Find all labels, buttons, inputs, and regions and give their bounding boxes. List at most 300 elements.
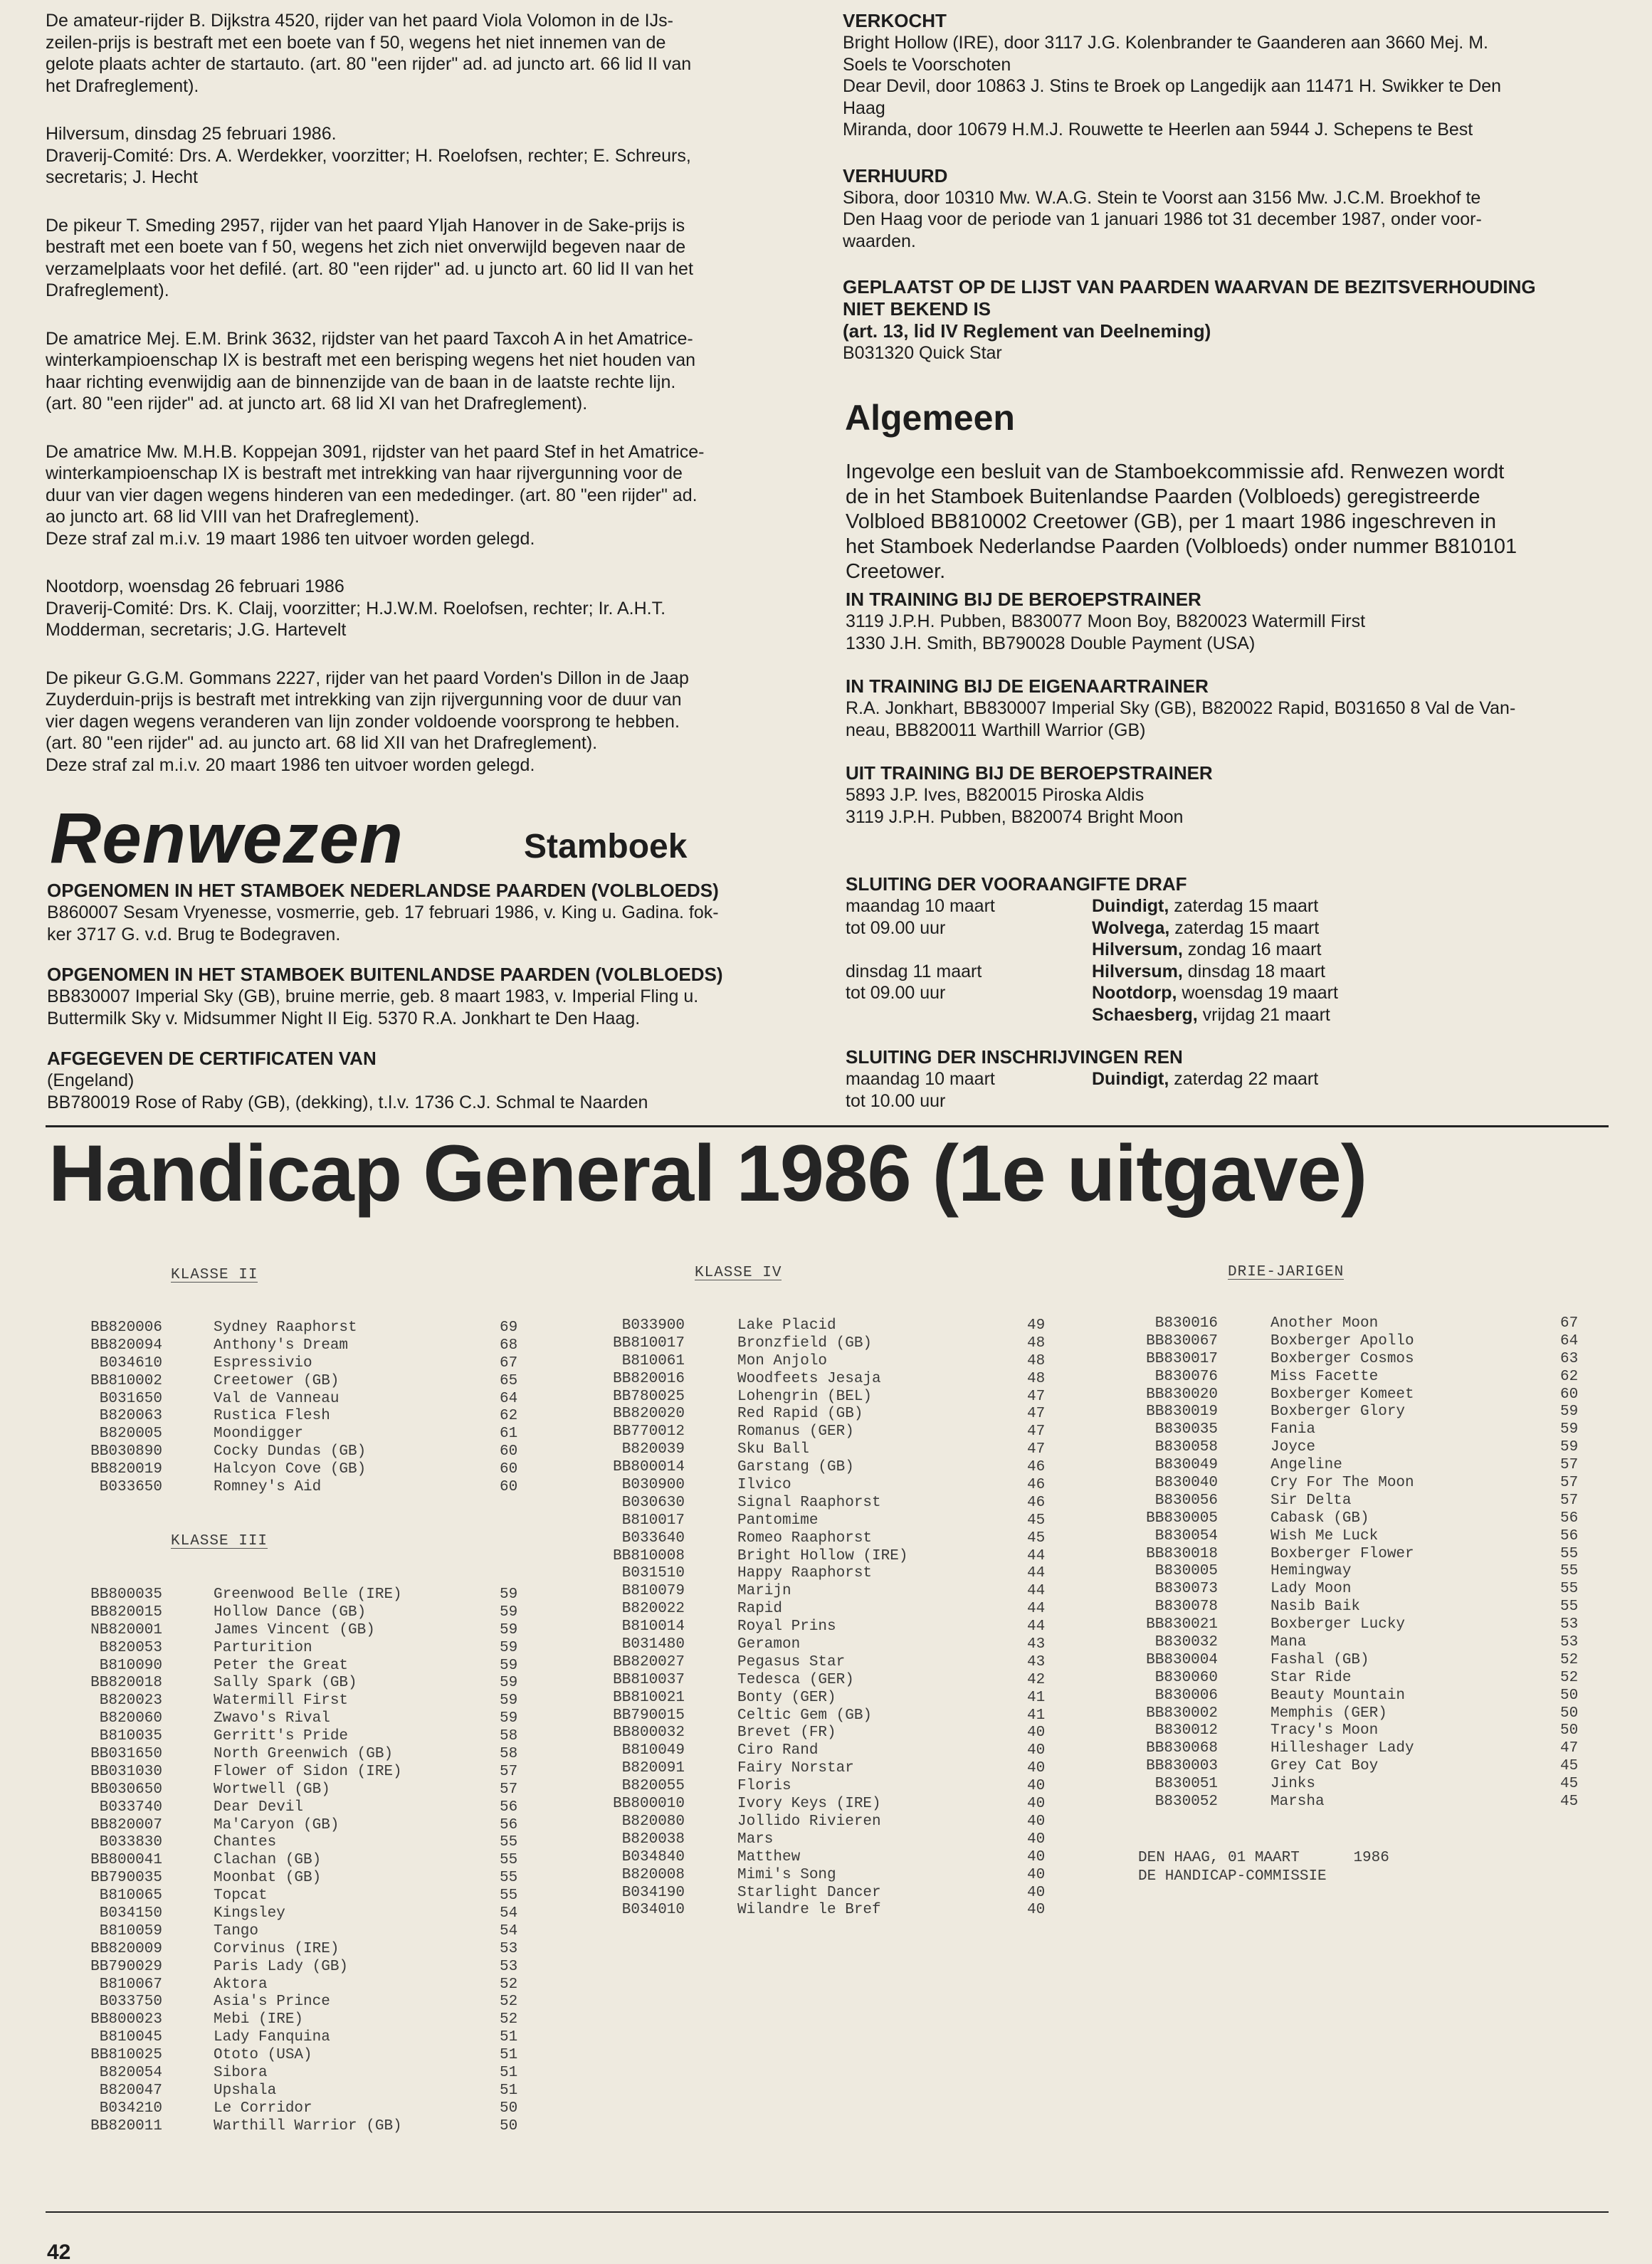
horse-name: Topcat — [214, 1887, 268, 1905]
handicap-weight: 63 — [1560, 1350, 1579, 1367]
horse-name: Sally Spark (GB) — [214, 1675, 357, 1692]
horse-code: BB830018 — [1146, 1545, 1218, 1562]
horse-name: Chantes — [214, 1834, 277, 1851]
text-line: gelote plaats achter de startauto. (art. 80 "een rijder" ad. ad juncto art. 66 lid II van — [46, 54, 692, 74]
horse-name: Boxberger Komeet — [1270, 1386, 1414, 1403]
horse-code: B830060 — [1154, 1669, 1218, 1686]
text-line: vier dagen wegens veranderen van lijn zonder voldoende voorsprong te hebben. — [46, 711, 680, 732]
horse-name: Bronzfield (GB) — [737, 1334, 873, 1352]
handicap-weight: 53 — [1560, 1616, 1579, 1633]
handicap-weight: 54 — [500, 1922, 518, 1939]
horse-name: Boxberger Glory — [1270, 1404, 1406, 1421]
horse-name: Peter the Great — [214, 1657, 349, 1674]
handicap-weight: 40 — [1027, 1760, 1046, 1777]
horse-name: Asia's Prince — [214, 1994, 330, 2011]
horse-name: Watermill First — [214, 1692, 349, 1710]
handicap-weight: 50 — [1560, 1722, 1579, 1739]
horse-code: NB820001 — [90, 1621, 162, 1638]
section-heading: NIET BEKEND IS — [843, 298, 991, 320]
handicap-title: Handicap General 1986 (1e uitgave) — [48, 1129, 1367, 1218]
handicap-weight: 60 — [500, 1443, 518, 1460]
horse-name: Hilleshager Lady — [1270, 1740, 1414, 1757]
klasse-iv-label: KLASSE IV — [695, 1265, 782, 1281]
closing-date — [846, 1004, 1092, 1026]
horse-code: BB031650 — [90, 1746, 162, 1763]
horse-name: Jinks — [1270, 1776, 1316, 1793]
horse-name: Pegasus Star — [737, 1653, 846, 1670]
horse-name: Angeline — [1270, 1457, 1342, 1474]
text-block — [846, 697, 1607, 741]
handicap-weight: 55 — [1560, 1545, 1579, 1562]
horse-name: Lady Fanquina — [214, 2029, 330, 2046]
handicap-weight: 51 — [500, 2065, 518, 2082]
text-line: De pikeur G.G.M. Gommans 2227, rijder van het paard Vorden's Dillon in de Jaap — [46, 668, 689, 688]
horse-name: Gerritt's Pride — [214, 1728, 349, 1745]
footer-line-commission: DE HANDICAP-COMMISSIE — [1138, 1868, 1327, 1885]
handicap-weight: 55 — [1560, 1563, 1579, 1580]
horse-name: Mimi's Song — [737, 1866, 836, 1883]
text-line: Deze straf zal m.i.v. 19 maart 1986 ten uitvoer worden gelegd. — [46, 528, 535, 549]
text-line: De pikeur T. Smeding 2957, rijder van het paard Yljah Hanover in de Sake-prijs is — [46, 215, 685, 236]
section-heading: UIT TRAINING BIJ DE BEROEPSTRAINER — [846, 762, 1213, 784]
section-heading: (art. 13, lid IV Reglement van Deelneming) — [843, 320, 1211, 342]
horse-name: Ciro Rand — [737, 1742, 819, 1759]
text-line: de in het Stamboek Buitenlandse Paarden (Volbloeds) geregistreerde — [846, 485, 1480, 508]
horse-name: Memphis (GER) — [1270, 1705, 1387, 1722]
horse-code: B033900 — [621, 1317, 685, 1334]
handicap-weight: 53 — [500, 1940, 518, 1957]
horse-name: Ma'Caryon (GB) — [214, 1816, 340, 1833]
handicap-weight: 59 — [500, 1675, 518, 1692]
horse-name: Greenwood Belle (IRE) — [214, 1586, 402, 1603]
handicap-weight: 46 — [1027, 1494, 1046, 1511]
handicap-weight: 45 — [1560, 1794, 1579, 1811]
horse-code: BB830002 — [1146, 1705, 1218, 1722]
horse-code: BB830068 — [1146, 1740, 1218, 1757]
horse-name: Rapid — [737, 1601, 783, 1618]
horse-code: BB820011 — [90, 2117, 162, 2134]
horse-code: BB800023 — [90, 2011, 162, 2028]
text-line: 3119 J.P.H. Pubben, B820074 Bright Moon — [846, 806, 1184, 827]
stamboek-sections — [47, 880, 816, 1132]
horse-name: Ototo (USA) — [214, 2047, 312, 2064]
horse-name: Geramon — [737, 1636, 801, 1653]
handicap-weight: 62 — [1560, 1368, 1579, 1385]
handicap-weight: 57 — [1560, 1457, 1579, 1474]
horse-code: B820047 — [99, 2082, 162, 2099]
horse-code: BB830005 — [1146, 1510, 1218, 1527]
horse-code: BB830003 — [1146, 1758, 1218, 1775]
horse-code: BB790035 — [90, 1870, 162, 1887]
text-line: Drafreglement). — [46, 280, 169, 300]
horse-name: Mana — [1270, 1634, 1307, 1651]
horse-name: Zwavo's Rival — [214, 1710, 330, 1727]
horse-code: B820053 — [99, 1639, 162, 1656]
horse-name: Boxberger Cosmos — [1270, 1350, 1414, 1367]
horse-name: Parturition — [214, 1639, 312, 1656]
text-line: B031320 Quick Star — [843, 343, 1002, 363]
text-line: bestraft met een boete van f 50, wegens het zich niet onverwijld begeven naar de — [46, 237, 686, 257]
horse-name: Sir Delta — [1270, 1492, 1352, 1509]
handicap-weight: 47 — [1027, 1388, 1046, 1405]
text-line: winterkampioenschap IX is bestraft met intrekking van haar rijvergunning voor de — [46, 463, 683, 483]
handicap-weight: 43 — [1027, 1636, 1046, 1653]
klasse-iii-label: KLASSE III — [171, 1533, 268, 1549]
handicap-weight: 48 — [1027, 1370, 1046, 1387]
horse-name: Beauty Mountain — [1270, 1687, 1406, 1704]
horse-code: BB810037 — [613, 1671, 685, 1688]
text-line: Buttermilk Sky v. Midsummer Night II Eig. 5370 R.A. Jonkhart te Den Haag. — [47, 1008, 641, 1028]
handicap-weight: 67 — [1560, 1315, 1579, 1332]
horse-code: B830052 — [1154, 1794, 1218, 1811]
schedule-row — [846, 1004, 1338, 1026]
horse-code: B034190 — [621, 1884, 685, 1901]
horse-code: BB810021 — [613, 1689, 685, 1706]
race-date: zaterdag 15 maart — [1169, 917, 1320, 938]
horse-name: Jollido Rivieren — [737, 1813, 881, 1830]
text-line: Draverij-Comité: Drs. A. Werdekker, voorzitter; H. Roelofsen, rechter; E. Schreurs, — [46, 145, 691, 166]
handicap-weight: 45 — [1027, 1512, 1046, 1529]
text-line: BB830007 Imperial Sky (GB), bruine merrie, geb. 8 maart 1983, v. Imperial Fling u. — [47, 986, 699, 1006]
handicap-weight: 52 — [500, 1994, 518, 2011]
text-block — [843, 32, 1604, 141]
horse-code: BB810017 — [613, 1334, 685, 1352]
horse-name: Tango — [214, 1922, 259, 1939]
text-block — [846, 784, 1607, 828]
race-date: vrijdag 21 maart — [1197, 1004, 1330, 1025]
handicap-weight: 44 — [1027, 1601, 1046, 1618]
handicap-weight: 44 — [1027, 1547, 1046, 1564]
text-block — [843, 187, 1604, 253]
handicap-commission-signature — [1138, 1849, 1389, 1886]
left-column-rulings — [46, 10, 809, 802]
horse-name: Cocky Dundas (GB) — [214, 1443, 367, 1460]
section-heading: IN TRAINING BIJ DE BEROEPSTRAINER — [846, 589, 1201, 610]
horse-code: B033830 — [99, 1834, 162, 1851]
schedule-row — [846, 895, 1338, 917]
horse-code: B830058 — [1154, 1439, 1218, 1456]
handicap-weight: 55 — [500, 1834, 518, 1851]
handicap-weight: 55 — [500, 1887, 518, 1905]
schedule-row — [846, 917, 1338, 939]
horse-name: James Vincent (GB) — [214, 1621, 375, 1638]
page-number: 42 — [47, 2241, 71, 2264]
handicap-weight: 51 — [500, 2082, 518, 2099]
horse-name: Starlight Dancer — [737, 1884, 881, 1901]
horse-name: Ilvico — [737, 1477, 791, 1494]
handicap-weight: 44 — [1027, 1618, 1046, 1636]
text-block — [46, 215, 809, 302]
horse-name: Star Ride — [1270, 1669, 1352, 1686]
horse-code: B810061 — [621, 1352, 685, 1369]
handicap-weight: 56 — [1560, 1510, 1579, 1527]
horse-code: B830073 — [1154, 1581, 1218, 1598]
horse-code: B830051 — [1154, 1776, 1218, 1793]
handicap-weight: 40 — [1027, 1796, 1046, 1813]
horse-name: Wortwell (GB) — [214, 1781, 330, 1798]
handicap-weight: 54 — [500, 1905, 518, 1922]
handicap-weight: 51 — [500, 2029, 518, 2046]
text-line: winterkampioenschap IX is bestraft met een berisping wegens het niet houden van — [46, 350, 696, 370]
text-line: (Engeland) — [47, 1070, 135, 1090]
handicap-weight: 41 — [1027, 1689, 1046, 1706]
horse-code: B810079 — [621, 1583, 685, 1600]
horse-name: Romeo Raaphorst — [737, 1529, 873, 1547]
handicap-weight: 40 — [1027, 1742, 1046, 1759]
handicap-weight: 47 — [1027, 1423, 1046, 1441]
horse-name: Wilandre le Bref — [737, 1902, 881, 1919]
handicap-weight: 40 — [1027, 1813, 1046, 1830]
horse-name: Cabask (GB) — [1270, 1510, 1369, 1527]
text-line: het Drafreglement). — [46, 75, 199, 96]
horse-code: BB830004 — [1146, 1651, 1218, 1668]
horse-code: B820054 — [99, 2065, 162, 2082]
horse-name: Another Moon — [1270, 1315, 1379, 1332]
horse-code: BB800014 — [613, 1459, 685, 1476]
horse-name: Joyce — [1270, 1439, 1316, 1456]
horse-name: Pantomime — [737, 1512, 819, 1529]
handicap-weight: 62 — [500, 1408, 518, 1425]
horse-code: B033650 — [99, 1479, 162, 1496]
text-line: neau, BB820011 Warthill Warrior (GB) — [846, 720, 1146, 740]
handicap-weight: 50 — [500, 2117, 518, 2134]
horse-name: Royal Prins — [737, 1618, 836, 1636]
horse-code: B810067 — [99, 1976, 162, 1993]
horse-name: Aktora — [214, 1976, 268, 1993]
text-line: Soels te Voorschoten — [843, 54, 1011, 75]
text-line: 5893 J.P. Ives, B820015 Piroska Aldis — [846, 785, 1145, 805]
horse-code: B034150 — [99, 1905, 162, 1922]
horse-name: Dear Devil — [214, 1799, 304, 1816]
horse-code: BB800035 — [90, 1586, 162, 1603]
text-block — [843, 342, 1604, 364]
horse-code: BB770012 — [613, 1423, 685, 1441]
schedule-heading: SLUITING DER VOORAANGIFTE DRAF — [846, 873, 1187, 895]
horse-name: Fashal (GB) — [1270, 1651, 1369, 1668]
handicap-weight: 50 — [500, 2100, 518, 2117]
closing-date: tot 09.00 uur — [846, 917, 946, 938]
horse-code: B830012 — [1154, 1722, 1218, 1739]
schedule-row — [846, 982, 1338, 1004]
algemeen-heading: Algemeen — [845, 398, 1015, 438]
horse-name: Nasib Baik — [1270, 1599, 1361, 1616]
text-line: Nootdorp, woensdag 26 februari 1986 — [46, 576, 344, 596]
handicap-weight: 45 — [1560, 1758, 1579, 1775]
handicap-weight: 40 — [1027, 1866, 1046, 1883]
handicap-weight: 64 — [1560, 1332, 1579, 1349]
horse-code: B030630 — [621, 1494, 685, 1511]
text-line: duur van vier dagen wegens hinderen van een mededinger. (art. 80 "een rijder" ad. — [46, 485, 698, 505]
horse-code: B830035 — [1154, 1421, 1218, 1438]
text-line: verzamelplaats voor het defilé. (art. 80 "een rijder" ad. u juncto art. 60 lid II van het — [46, 258, 693, 279]
horse-code: BB820015 — [90, 1604, 162, 1621]
horse-name: Espressivio — [214, 1354, 312, 1371]
handicap-weight: 52 — [1560, 1669, 1579, 1686]
handicap-weight: 60 — [500, 1461, 518, 1478]
horse-name: Wish Me Luck — [1270, 1527, 1379, 1544]
horse-code: B820023 — [99, 1692, 162, 1710]
handicap-weight: 55 — [500, 1870, 518, 1887]
horse-code: B820060 — [99, 1710, 162, 1727]
horse-name: Bright Hollow (IRE) — [737, 1547, 908, 1564]
race-date: zaterdag 22 maart — [1169, 1069, 1319, 1089]
horse-code: B820038 — [621, 1831, 685, 1848]
handicap-weight: 52 — [500, 2011, 518, 2028]
horse-name: Tracy's Moon — [1270, 1722, 1379, 1739]
section-heading: AFGEGEVEN DE CERTIFICATEN VAN — [47, 1048, 377, 1069]
horse-name: Tedesca (GER) — [737, 1671, 854, 1688]
horse-name: Val de Vanneau — [214, 1390, 340, 1407]
horse-code: B031510 — [621, 1565, 685, 1582]
horse-code: BB820016 — [613, 1370, 685, 1387]
handicap-weight: 59 — [500, 1639, 518, 1656]
horse-code: BB810025 — [90, 2047, 162, 2064]
horse-code: B034210 — [99, 2100, 162, 2117]
horse-code: BB790029 — [90, 1958, 162, 1975]
handicap-weight: 59 — [500, 1710, 518, 1727]
schedule-row — [846, 1068, 1318, 1090]
horse-code: B030900 — [621, 1477, 685, 1494]
horse-code: B810065 — [99, 1887, 162, 1905]
horse-name: Grey Cat Boy — [1270, 1758, 1379, 1775]
handicap-weight: 48 — [1027, 1334, 1046, 1352]
horse-code: B810090 — [99, 1657, 162, 1674]
horse-code: BB830067 — [1146, 1332, 1218, 1349]
handicap-weight: 58 — [500, 1728, 518, 1745]
horse-code: BB810002 — [90, 1372, 162, 1389]
text-block — [846, 460, 1607, 584]
handicap-weight: 57 — [500, 1781, 518, 1798]
horse-name: Creetower (GB) — [214, 1372, 340, 1389]
text-line: secretaris; J. Hecht — [46, 167, 198, 187]
text-line: zeilen-prijs is bestraft met een boete van f 50, wegens het niet innemen van de — [46, 32, 666, 53]
horse-code: BB830020 — [1146, 1386, 1218, 1403]
handicap-weight: 48 — [1027, 1352, 1046, 1369]
horse-name: Hemingway — [1270, 1563, 1352, 1580]
horse-code: BB820020 — [613, 1406, 685, 1423]
horse-code: BB820006 — [90, 1320, 162, 1336]
section-heading: VERKOCHT — [843, 10, 947, 31]
horse-name: Miss Facette — [1270, 1368, 1379, 1385]
horse-name: Boxberger Flower — [1270, 1545, 1414, 1562]
horse-name: Sku Ball — [737, 1441, 809, 1458]
text-block — [46, 441, 809, 550]
horse-code: BB790015 — [613, 1707, 685, 1724]
text-line: haar richting evenwijdig aan de binnenzijde van de baan in de laatste rechte lijn. — [46, 372, 676, 392]
horse-code: B034010 — [621, 1902, 685, 1919]
horse-name: Lohengrin (BEL) — [737, 1388, 873, 1405]
text-line: Bright Hollow (IRE), door 3117 J.G. Kolenbrander te Gaanderen aan 3660 Mej. M. — [843, 33, 1488, 53]
horse-code: BB830021 — [1146, 1616, 1218, 1633]
klasse-ii-label: KLASSE II — [171, 1267, 258, 1283]
horse-code: B810045 — [99, 2029, 162, 2046]
horse-code: B830054 — [1154, 1527, 1218, 1544]
horse-code: BB820027 — [613, 1653, 685, 1670]
horse-name: Romney's Aid — [214, 1479, 322, 1496]
text-line: ker 3717 G. v.d. Brug te Bodegraven. — [47, 924, 341, 944]
text-line: B860007 Sesam Vryenesse, vosmerrie, geb. 17 februari 1986, v. King u. Gadina. fok- — [47, 902, 719, 922]
text-line: Miranda, door 10679 H.M.J. Rouwette te Heerlen aan 5944 J. Schepens te Best — [843, 120, 1473, 139]
horse-code: B830078 — [1154, 1599, 1218, 1616]
handicap-weight: 44 — [1027, 1565, 1046, 1582]
handicap-weight: 49 — [1027, 1317, 1046, 1334]
text-block — [46, 123, 809, 189]
handicap-weight: 68 — [500, 1337, 518, 1354]
stamboek-subheading: Stamboek — [524, 828, 688, 865]
handicap-weight: 61 — [500, 1426, 518, 1443]
handicap-weight: 57 — [500, 1763, 518, 1780]
handicap-weight: 53 — [500, 1958, 518, 1975]
horse-name: Garstang (GB) — [737, 1459, 854, 1476]
handicap-weight: 69 — [500, 1320, 518, 1336]
horse-name: Upshala — [214, 2082, 277, 2099]
text-line: Creetower. — [846, 560, 946, 583]
horse-code: B034610 — [99, 1354, 162, 1371]
handicap-weight: 60 — [1560, 1386, 1579, 1403]
horse-code: B031480 — [621, 1636, 685, 1653]
handicap-weight: 40 — [1027, 1778, 1046, 1795]
horse-code: B810014 — [621, 1618, 685, 1636]
horse-code: BB820009 — [90, 1940, 162, 1957]
schedule-row — [846, 961, 1338, 983]
horse-code: B033750 — [99, 1994, 162, 2011]
handicap-weight: 55 — [1560, 1599, 1579, 1616]
horse-name: Flower of Sidon (IRE) — [214, 1763, 402, 1780]
horse-code: B810035 — [99, 1728, 162, 1745]
text-block — [846, 611, 1607, 654]
horse-code: BB810008 — [613, 1547, 685, 1564]
text-line: ao juncto art. 68 lid VIII van het Drafreglement). — [46, 507, 420, 527]
text-line: Sibora, door 10310 Mw. W.A.G. Stein te Voorst aan 3156 Mw. J.C.M. Broekhof te — [843, 187, 1481, 208]
horse-code: BB820094 — [90, 1337, 162, 1354]
horse-code: BB820007 — [90, 1816, 162, 1833]
handicap-weight: 59 — [1560, 1421, 1579, 1438]
closing-date: maandag 10 maart — [846, 1069, 995, 1089]
handicap-weight: 58 — [500, 1746, 518, 1763]
horse-code: BB780025 — [613, 1388, 685, 1405]
horse-code: B820080 — [621, 1813, 685, 1830]
text-line: waarden. — [843, 231, 916, 251]
text-line: Modderman, secretaris; J.G. Hartevelt — [46, 620, 347, 640]
text-line: 1330 J.H. Smith, BB790028 Double Payment (USA) — [846, 633, 1256, 653]
horse-code: B034840 — [621, 1848, 685, 1865]
text-line: 3119 J.P.H. Pubben, B830077 Moon Boy, B820023 Watermill First — [846, 611, 1366, 631]
horse-code: B820005 — [99, 1426, 162, 1443]
horse-code: B031650 — [99, 1390, 162, 1407]
horse-name: Sibora — [214, 2065, 268, 2082]
handicap-weight: 59 — [1560, 1404, 1579, 1421]
horse-name: Hollow Dance (GB) — [214, 1604, 367, 1621]
horse-code: BB830017 — [1146, 1350, 1218, 1367]
renwezen-heading: Renwezen — [50, 799, 404, 878]
venue: Hilversum, — [1092, 961, 1183, 981]
venue: Duindigt, — [1092, 1069, 1169, 1089]
text-line: Haag — [843, 98, 885, 118]
text-line: Ingevolge een besluit van de Stamboekcommissie afd. Renwezen wordt — [846, 460, 1505, 483]
horse-code: BB030890 — [90, 1443, 162, 1460]
text-line: Den Haag voor de periode van 1 januari 1986 tot 31 december 1987, onder voor- — [843, 209, 1482, 229]
text-line: R.A. Jonkhart, BB830007 Imperial Sky (GB), B820022 Rapid, B031650 8 Val de Van- — [846, 698, 1516, 718]
horse-code: B820008 — [621, 1866, 685, 1883]
horse-code: B830016 — [1154, 1315, 1218, 1332]
closing-date: dinsdag 11 maart — [846, 961, 982, 981]
venue: Wolvega, — [1092, 917, 1170, 938]
handicap-weight: 59 — [500, 1692, 518, 1710]
handicap-weight: 59 — [1560, 1439, 1579, 1456]
closing-date — [846, 939, 1092, 961]
race-date: woensdag 19 maart — [1177, 983, 1338, 1003]
horse-code: B830076 — [1154, 1368, 1218, 1385]
